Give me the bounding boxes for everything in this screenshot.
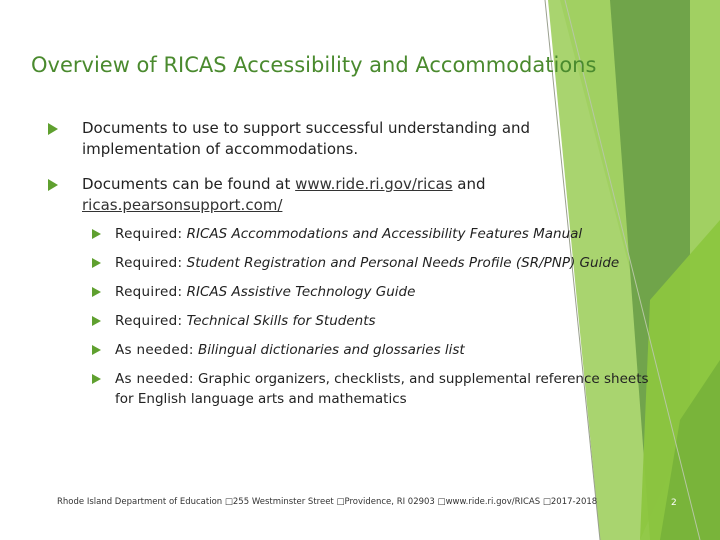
arrow-bullet-icon — [92, 258, 101, 268]
arrow-bullet-icon — [48, 123, 58, 135]
document-name: Graphic organizers, checklists, and supplemental reference sheets for English language arts and mathematics — [115, 371, 649, 407]
document-name: Student Registration and Personal Needs Profile (SR/PNP) Guide — [186, 255, 620, 271]
slide-footer: Rhode Island Department of Education □255 Westminster Street □Providence, RI 02903 □www.ride.ri.gov/RICAS □2017-2018 — [57, 497, 598, 507]
arrow-bullet-icon — [92, 229, 101, 239]
sub-bullet-item — [92, 340, 652, 360]
requirement-label: Required: — [115, 284, 183, 300]
pearson-support-link[interactable]: ricas.pearsonsupport.com/ — [82, 196, 283, 214]
bullet-joiner: and — [452, 175, 486, 193]
arrow-bullet-icon — [92, 374, 101, 384]
requirement-label: Required: — [115, 255, 183, 271]
bullet-item — [48, 118, 638, 160]
sub-bullet-item — [92, 369, 652, 409]
arrow-bullet-icon — [48, 179, 58, 191]
sub-bullet-item — [92, 311, 652, 331]
sub-bullet-list — [92, 224, 652, 418]
document-name: RICAS Accommodations and Accessibility Features Manual — [186, 226, 583, 242]
sub-bullet-item — [92, 224, 652, 244]
page-number: 2 — [671, 498, 677, 508]
ride-ricas-link[interactable]: www.ride.ri.gov/ricas — [295, 175, 453, 193]
main-bullet-list — [48, 118, 638, 230]
requirement-label: Required: — [115, 226, 183, 242]
requirement-label: Required: — [115, 313, 183, 329]
bullet-text: Documents to use to support successful understanding and implementation of accommodations. — [82, 119, 531, 158]
requirement-label: As needed: — [115, 371, 194, 387]
sub-bullet-item — [92, 282, 652, 302]
requirement-label: As needed: — [115, 342, 194, 358]
document-name: Bilingual dictionaries and glossaries list — [198, 342, 465, 358]
arrow-bullet-icon — [92, 287, 101, 297]
bullet-item — [48, 174, 638, 216]
arrow-bullet-icon — [92, 316, 101, 326]
bullet-text — [82, 174, 638, 216]
slide-title: Overview of RICAS Accessibility and Accommodations — [31, 53, 597, 77]
bullet-text-prefix: Documents can be found at — [82, 175, 296, 193]
sub-bullet-item — [92, 253, 652, 273]
document-name: RICAS Assistive Technology Guide — [186, 284, 416, 300]
arrow-bullet-icon — [92, 345, 101, 355]
document-name: Technical Skills for Students — [186, 313, 376, 329]
